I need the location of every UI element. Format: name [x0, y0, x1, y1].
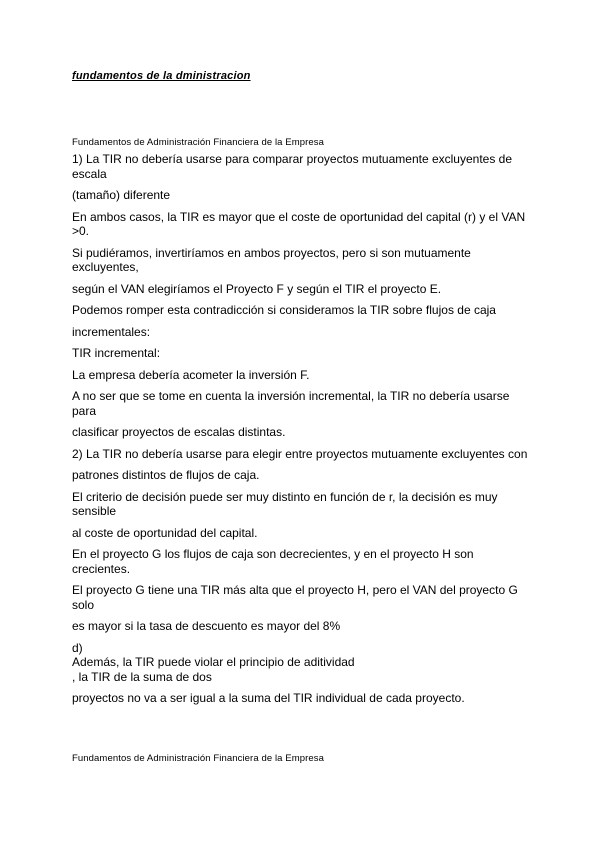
paragraph: d): [72, 640, 83, 655]
paragraph: patrones distintos de flujos de caja.: [72, 468, 260, 482]
paragraph: 2) La TIR no debería usarse para elegir entre proyectos mutuamente excluyentes con: [72, 446, 528, 461]
paragraph: según el VAN elegiríamos el Proyecto F y según el TIR el proyecto E.: [72, 281, 442, 296]
section-header: Fundamentos de Administración Financiera de la Empresa: [72, 137, 325, 148]
paragraph: Además, la TIR puede violar el principio de aditividad: [72, 655, 355, 669]
paragraph: es mayor si la tasa de descuento es mayor del 8%: [72, 619, 341, 633]
paragraph: El proyecto G tiene una TIR más alta que el proyecto H, pero el VAN del proyecto G solo: [72, 583, 518, 612]
paragraph: incrementales:: [72, 324, 151, 339]
paragraph: 1) La TIR no debería usarse para comparar proyectos mutuamente excluyentes de escala: [72, 152, 513, 181]
paragraph: al coste de oportunidad del capital.: [72, 525, 258, 540]
paragraph: A no ser que se tome en cuenta la inversión incremental, la TIR no debería usarse para: [72, 389, 510, 418]
paragraph: clasificar proyectos de escalas distintas.: [72, 425, 286, 439]
paragraph: En el proyecto G los flujos de caja son decrecientes, y en el proyecto H son crecientes.: [72, 547, 474, 576]
paragraph: El criterio de decisión puede ser muy distinto en función de r, la decisión es muy sensible: [72, 489, 498, 518]
paragraph: , la TIR de la suma de dos: [72, 669, 212, 684]
paragraph: TIR incremental:: [72, 346, 161, 360]
document-body: [72, 152, 532, 713]
paragraph: (tamaño) diferente: [72, 188, 171, 202]
paragraph: Si pudiéramos, invertiríamos en ambos proyectos, pero si son mutuamente excluyentes,: [72, 245, 471, 274]
document-title: fundamentos de la dministracion: [72, 70, 251, 82]
paragraph: Podemos romper esta contradicción si consideramos la TIR sobre flujos de caja: [72, 303, 496, 317]
section-footer: Fundamentos de Administración Financiera de la Empresa: [72, 753, 325, 764]
paragraph: proyectos no va a ser igual a la suma del TIR individual de cada proyecto.: [72, 691, 465, 705]
paragraph: La empresa debería acometer la inversión F.: [72, 367, 310, 382]
paragraph: En ambos casos, la TIR es mayor que el coste de oportunidad del capital (r) y el VAN >0.: [72, 209, 526, 238]
